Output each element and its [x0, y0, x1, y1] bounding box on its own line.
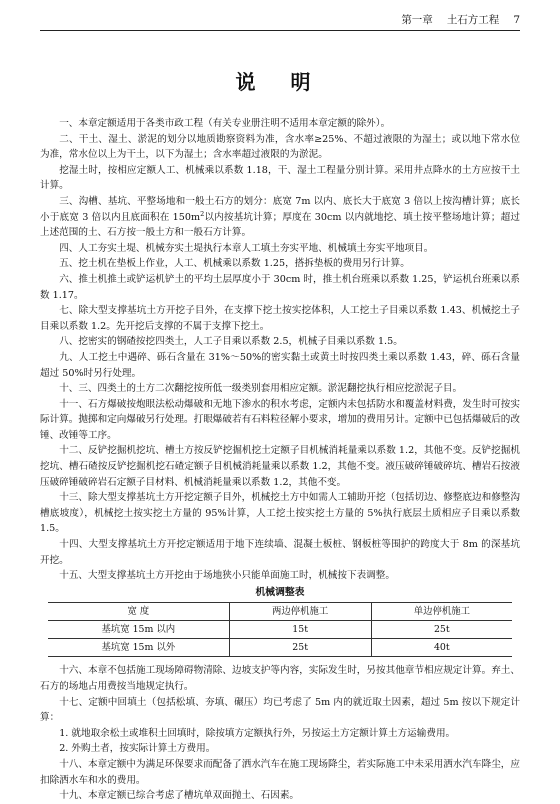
paragraph: 挖湿土时，按相应定额人工、机械乘以系数 1.18，干、湿土工程量分别计算。采用井点降水的土方应按干土计算。: [40, 164, 520, 192]
table-cell: 15t: [229, 621, 371, 639]
paragraph: 一、本章定额适用于各类市政工程（有关专业册注明不适用本章定额的除外）。: [59, 118, 391, 129]
table-row: [48, 621, 512, 639]
paragraph: 十七、定额中回填土（包括松填、夯填、碾压）均已考虑了 5m 内的就近取土因素，超过 5m 按以下规定计算：: [40, 696, 520, 724]
paragraph: [40, 194, 520, 241]
document-body: [40, 116, 520, 804]
machine-adjustment-table: [48, 602, 512, 657]
table-cell: 25t: [229, 639, 371, 657]
page-header: [40, 10, 520, 31]
paragraph: 十二、反铲挖掘机挖坑、槽土方按反铲挖掘机挖土定额子目机械消耗量乘以系数 1.2，其他不变。反铲挖掘机挖坑、槽石碴按反铲挖掘机挖石碴定额子目机械消耗量乘以系数 1.2，其他不变。液压破碎锤破碎坑、槽岩石按液压破碎锤破碎岩石定额子目材料、机械消耗量乘以系数 1.2，其他不变。: [40, 445, 520, 488]
table-header-cell: 宽 度: [48, 603, 229, 621]
paragraph: 二、干土、湿土、淤泥的划分以地质勘察资料为准，含水率≥25%、不超过液限的为湿土；或以地下常水位为准，常水位以上为干土，以下为湿土；含水率超过液限的为淤泥。: [40, 133, 520, 161]
paragraph: 十五、大型支撑基坑土方开挖由于场地狭小只能单面施工时，机械按下表调整。: [59, 570, 395, 582]
paragraph: 十一、石方爆破按炮眼法松动爆破和无地下渗水的积水考虑，定额内未包括防水和覆盖材料费，发生时可按实际计算。抛掷和定向爆破另行处理。打眼爆破若有石料粒径解小要求，增加的费用另计。定额中已包括爆破后的改锤、改锤等工序。: [40, 398, 520, 441]
section-label: 土石方工程: [446, 14, 500, 26]
table-cell: 基坑宽 15m 以外: [48, 639, 229, 657]
paragraph: 十九、本章定额已综合考虑了槽坑单双面抛土、石因素。: [59, 790, 300, 802]
paragraph: 九、人工挖土中遇碎、砾石含量在 31%～50%的密实黏土或黄土时按四类土乘以系数 1.43，碎、砾石含量超过 50%时另行处理。: [40, 351, 520, 379]
superscript: 2: [200, 209, 205, 218]
table-header-row: [48, 603, 512, 621]
paragraph: 七、除大型支撑基坑土方开挖子目外，在支撑下挖土按实挖体积，人工挖土子目乘以系数 1.43、机械挖土子目乘以系数 1.2。先开挖后支撑的不属于支撑下挖土。: [40, 305, 520, 332]
paragraph: 2. 外购土者，按实际计算土方费用。: [59, 743, 216, 755]
table-cell: 25t: [371, 621, 512, 639]
paragraph: 十八、本章定额中为满足环保要求而配备了洒水汽车在施工现场降尘，若实际施工中未采用洒水汽车降尘，应扣除洒水车和水的费用。: [40, 758, 520, 786]
paragraph: 十、三、四类土的土方二次翻挖按所低一级类别套用相应定额。淤泥翻挖执行相应挖淤泥子目。: [59, 383, 463, 395]
chapter-label: 第一章: [401, 14, 433, 26]
paragraph: 十六、本章不包括施工现场障碍物清除、边坡支护等内容，实际发生时，另按其他章节相应规定计算。弃土、石方的场地占用费按当地规定执行。: [40, 665, 520, 692]
page-title: 说 明: [235, 70, 325, 94]
page-number: 7: [513, 14, 520, 26]
table-title: 机械调整表: [255, 586, 305, 598]
paragraph: 四、人工夯实土堤、机械夯实土堤执行本章人工填土夯实平地、机械填土夯实平地项目。: [59, 242, 434, 254]
table-row: [48, 639, 512, 657]
table-header-cell: 单边停机施工: [371, 603, 512, 621]
paragraph: 1. 就地取余松土或堆积土回填时，除按填方定额执行外，另按运土方定额计算土方运输费用。: [59, 727, 456, 739]
table-cell: 基坑宽 15m 以内: [48, 621, 229, 639]
paragraph: 五、挖土机在垫板上作业，人工、机械乘以系数 1.25，搭拆垫板的费用另行计算。: [59, 258, 410, 270]
paragraph: 十三、除大型支撑基坑土方开挖定额子目外，机械挖土方中如需人工辅助开挖（包括切边、修整底边和修整沟槽底坡度），机械挖土按实挖土方量的 95%计算，人工挖土按实挖土方量的 5%执行底层土质相应子目乘以系数 1.5。: [40, 492, 520, 535]
paragraph-text: 三、沟槽、基坑、平整场地和一般土石方的划分：底宽 7m 以内、底长大于底宽 3 倍以上按沟槽计算；底长小于底宽 3 倍以内且底面积在 150m: [40, 195, 520, 223]
table-cell: 40t: [371, 639, 512, 657]
paragraph: 八、挖密实的钢碴按挖四类土，人工子目乘以系数 2.5，机械子目乘以系数 1.5。: [59, 336, 403, 348]
paragraph: 十四、大型支撑基坑土方开挖定额适用于地下连续墙、混凝土板桩、钢板桩等围护的跨度大于 8m 的深基坑开挖。: [40, 539, 520, 566]
paragraph: 六、推土机推土或铲运机铲土的平均土层厚度小于 30cm 时，推土机台班乘以系数 1.25，铲运机台班乘以系数 1.17。: [40, 273, 520, 301]
table-header-cell: 两边停机施工: [229, 603, 371, 621]
paragraph-text: 以内按基坑计算；厚度在 30cm 以内就地挖、填土按平整场地计算；超过上述范围的土、石方按一般土方和一般石方计算。: [40, 211, 520, 239]
